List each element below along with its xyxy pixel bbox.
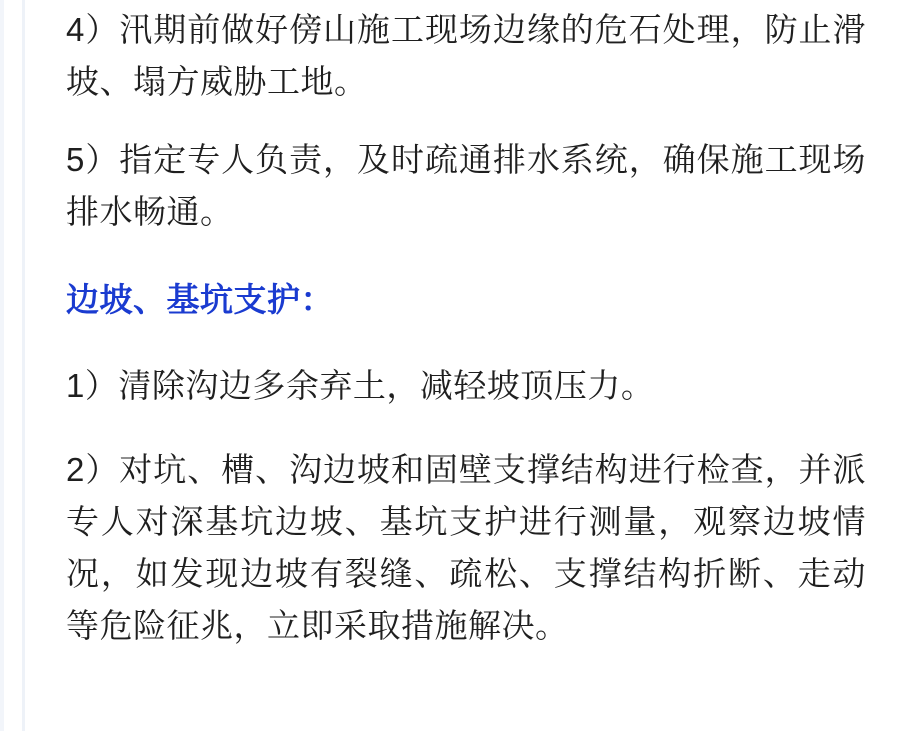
paragraph-item-2: 2）对坑、槽、沟边坡和固壁支撑结构进行检查，并派专人对深基坑边坡、基坑支护进行测量，观察边坡情况，如发现边坡有裂缝、疏松、支撑结构折断、走动等危险征兆，立即采取措施解决。 (66, 451, 866, 644)
paragraph-item-1: 1）清除沟边多余弃土，减轻坡顶压力。 (66, 367, 655, 404)
left-margin-rule-outer (0, 0, 4, 731)
section-heading-slope-foundation-support: 边坡、基坑支护： (66, 281, 334, 318)
left-margin-rule-inner (22, 0, 25, 731)
paragraph-item-5: 5）指定专人负责，及时疏通排水系统，确保施工现场排水畅通。 (66, 141, 866, 230)
document-content (66, 0, 866, 731)
paragraph-item-4: 4）汛期前做好傍山施工现场边缘的危石处理，防止滑坡、塌方威胁工地。 (66, 11, 866, 100)
